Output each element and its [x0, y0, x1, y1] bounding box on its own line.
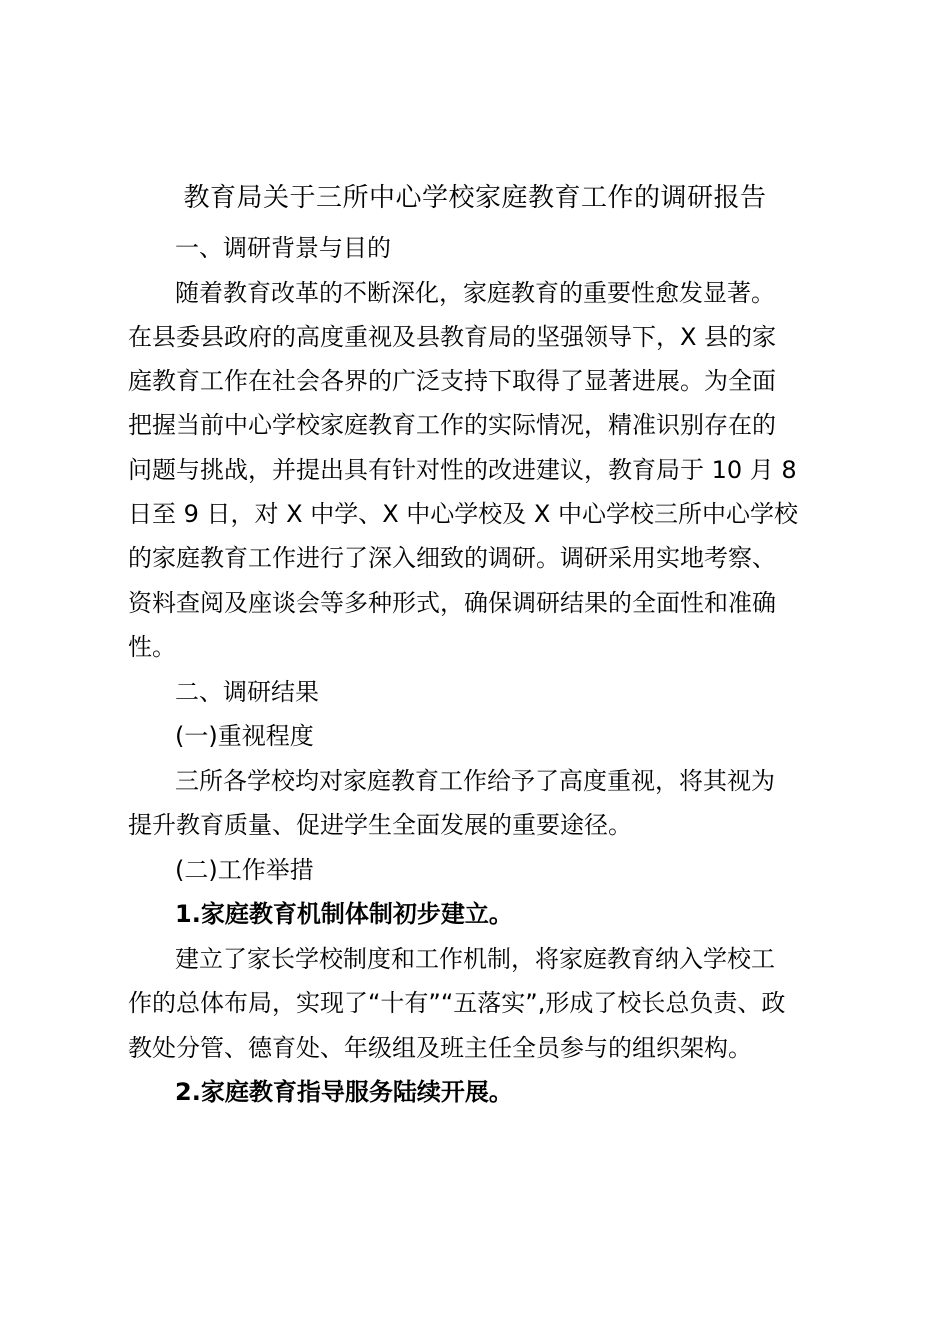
paragraph-line: 在县委县政府的高度重视及县教育局的坚强领导下，X 县的家	[128, 323, 777, 351]
paragraph-line: 教处分管、德育处、年级组及班主任全员参与的组织架构。	[128, 1034, 752, 1062]
paragraph-line: 建立了家长学校制度和工作机制，将家庭教育纳入学校工	[175, 945, 775, 973]
subsection-heading: (一)重视程度	[175, 722, 314, 750]
subsection-heading: (二)工作举措	[175, 856, 314, 884]
paragraph-line: 问题与挑战，并提出具有针对性的改进建议，教育局于 10 月 8	[128, 456, 797, 484]
document-title: 教育局关于三所中心学校家庭教育工作的调研报告	[183, 183, 767, 213]
paragraph-line: 庭教育工作在社会各界的广泛支持下取得了显著进展。为全面	[128, 367, 776, 395]
item-heading: 2.家庭教育指导服务陆续开展。	[175, 1078, 513, 1106]
section-heading: 二、调研结果	[175, 678, 319, 706]
paragraph-line: 作的总体布局，实现了“十有”“五落实”,形成了校长总负责、政	[128, 989, 786, 1017]
paragraph-line: 把握当前中心学校家庭教育工作的实际情况，精准识别存在的	[128, 411, 776, 439]
item-heading: 1.家庭教育机制体制初步建立。	[175, 900, 513, 928]
paragraph-line: 的家庭教育工作进行了深入细致的调研。调研采用实地考察、	[128, 544, 776, 572]
paragraph-line: 三所各学校均对家庭教育工作给予了高度重视，将其视为	[175, 767, 775, 795]
paragraph-line: 资料查阅及座谈会等多种形式，确保调研结果的全面性和准确	[128, 589, 776, 617]
paragraph-line: 随着教育改革的不断深化，家庭教育的重要性愈发显著。	[175, 279, 775, 307]
paragraph-line: 日至 9 日，对 X 中学、X 中心学校及 X 中心学校三所中心学校	[128, 500, 798, 528]
paragraph-line: 性。	[128, 633, 176, 661]
section-heading: 一、调研背景与目的	[175, 234, 391, 262]
paragraph-line: 提升教育质量、促进学生全面发展的重要途径。	[128, 811, 632, 839]
